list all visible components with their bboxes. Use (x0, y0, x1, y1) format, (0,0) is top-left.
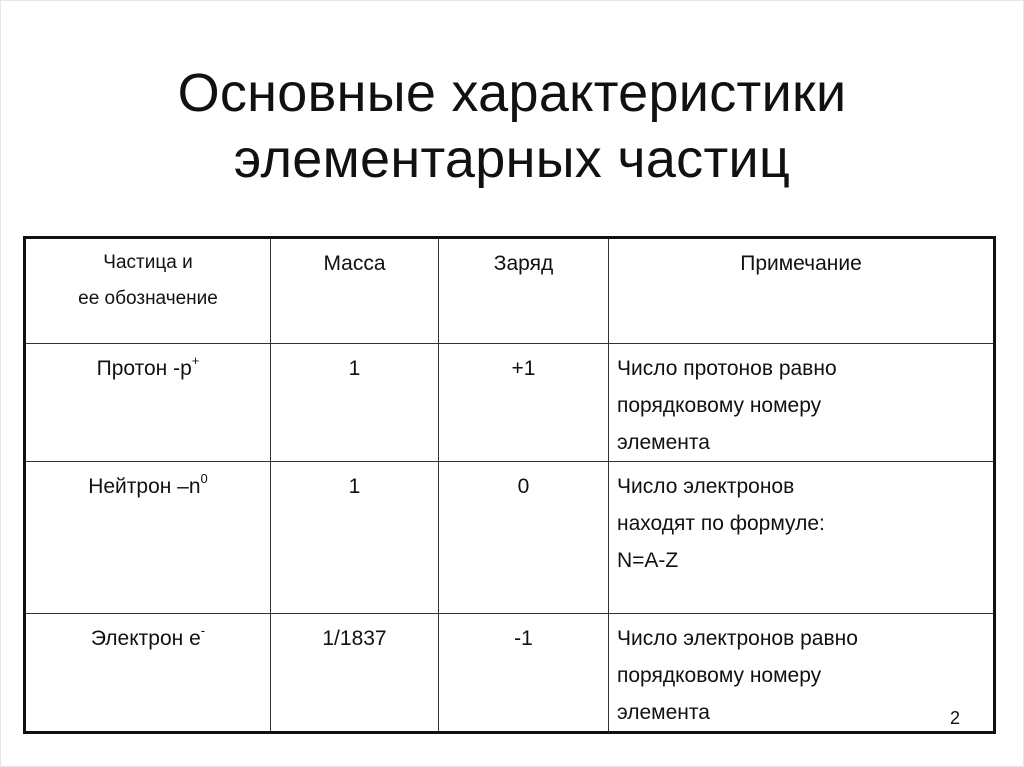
cell-particle (25, 462, 271, 614)
header-mass: Масса (271, 238, 439, 344)
cell-mass: 1/1837 (271, 614, 439, 733)
cell-charge: 0 (439, 462, 609, 614)
header-particle (25, 238, 271, 344)
particle-name: Нейтрон –n (88, 475, 201, 498)
table-row (25, 462, 995, 614)
particle-symbol-sup: 0 (200, 471, 208, 486)
note-line: находят по формуле: (617, 512, 825, 535)
cell-note (609, 344, 995, 462)
particle-name: Электрон е (90, 627, 201, 650)
cell-mass: 1 (271, 462, 439, 614)
table-row (25, 344, 995, 462)
note-line: N=A-Z (617, 549, 679, 572)
table-header-row (25, 238, 995, 344)
cell-note (609, 462, 995, 614)
slide-title (0, 60, 1024, 192)
cell-note (609, 614, 995, 733)
title-line-1: Основные характеристики (177, 63, 847, 124)
table-row (25, 614, 995, 733)
note-line: порядковому номеру (617, 394, 822, 417)
cell-mass: 1 (271, 344, 439, 462)
particle-symbol-sup: - (200, 623, 206, 638)
particle-name: Протон -р (96, 357, 192, 380)
cell-charge: +1 (439, 344, 609, 462)
header-note: Примечание (609, 238, 995, 344)
note-line: элемента (617, 701, 710, 724)
cell-particle (25, 344, 271, 462)
cell-charge: -1 (439, 614, 609, 733)
header-particle-line-1: Частица и (103, 252, 193, 273)
note-line: порядковому номеру (617, 664, 822, 687)
note-line: Число электронов равно (617, 627, 858, 650)
note-line: Число электронов (617, 475, 795, 498)
note-line: Число протонов равно (617, 357, 837, 380)
page-number: 2 (950, 708, 961, 728)
title-line-2: элементарных частиц (233, 129, 791, 190)
header-particle-line-2: ее обозначение (78, 288, 218, 309)
cell-particle (25, 614, 271, 733)
note-line: элемента (617, 431, 710, 454)
particles-table (23, 236, 996, 734)
particle-symbol-sup: + (191, 353, 200, 368)
header-charge: Заряд (439, 238, 609, 344)
